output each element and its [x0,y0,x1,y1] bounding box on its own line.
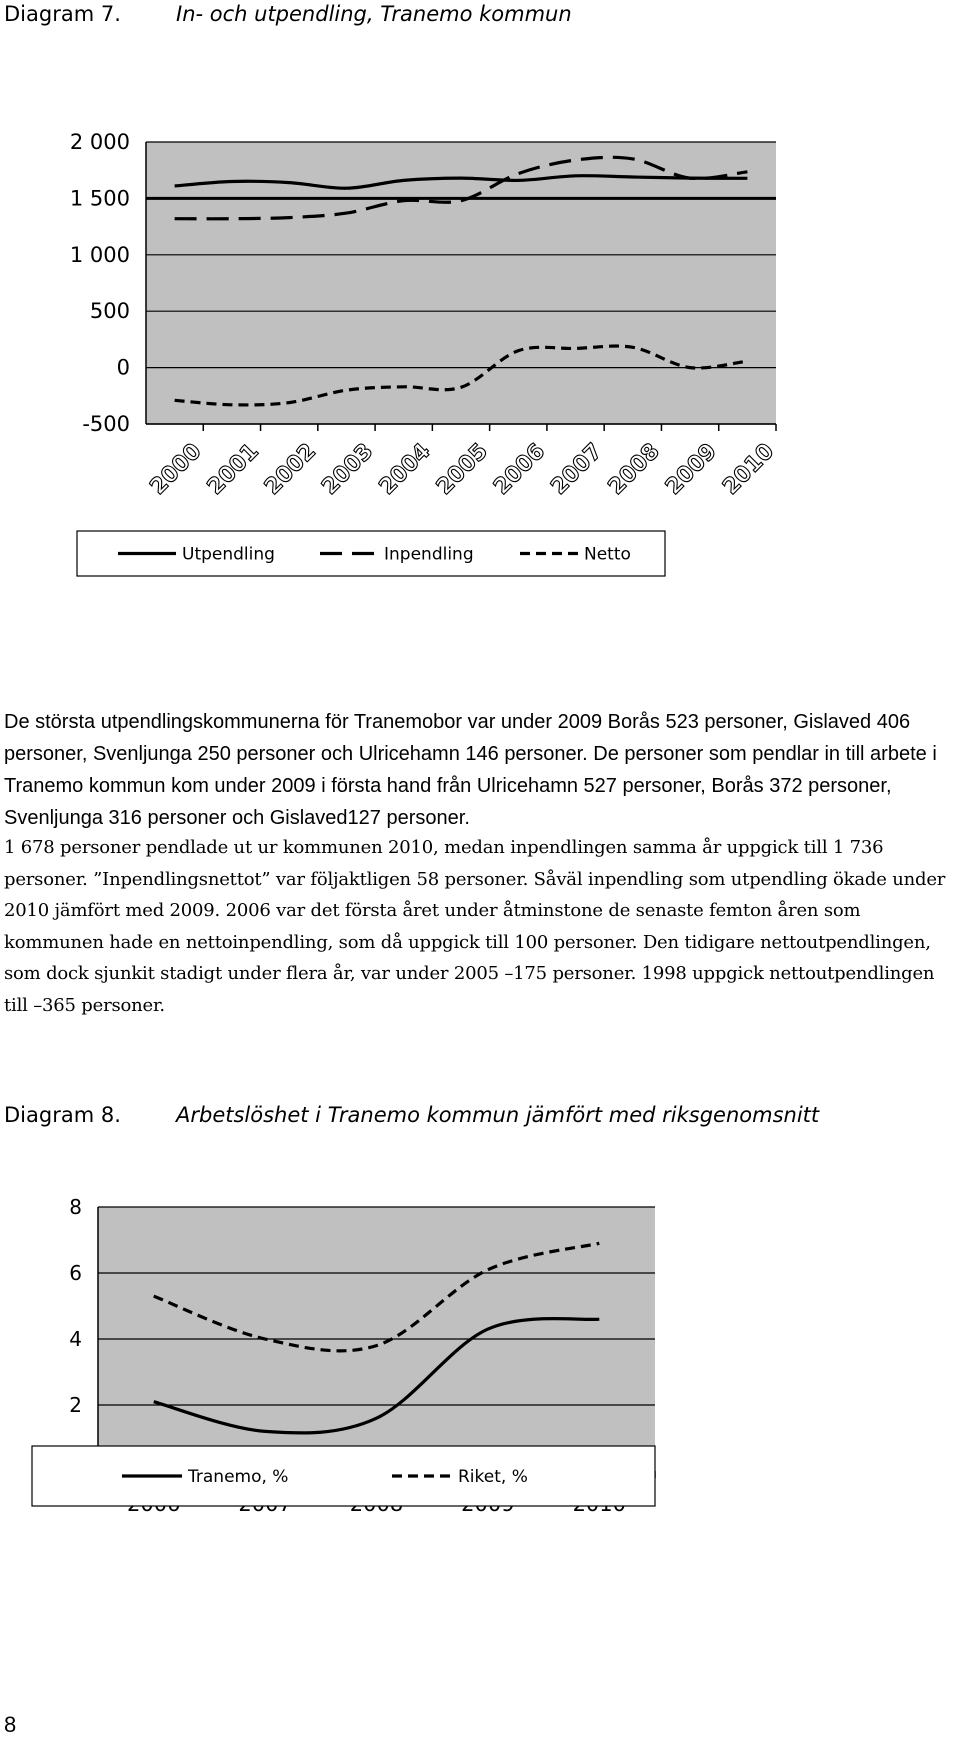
x-tick-label: 2001 [202,438,264,500]
legend-label: Riket, % [458,1467,528,1487]
y-tick-label: 6 [69,1261,82,1285]
diagram-8-title: Arbetslöshet i Tranemo kommun jämfört med riksgenomsnitt [176,1103,820,1127]
legend-label: Utpendling [182,544,275,565]
x-tick-label: 2008 [603,438,665,500]
y-tick-label: 2 [69,1393,82,1417]
x-tick-label: 2003 [317,438,379,500]
x-tick-label: 2002 [260,438,322,500]
y-tick-label: 500 [89,299,130,324]
x-tick-label: 2007 [546,438,608,500]
plot-area [146,142,776,424]
x-tick-label: 2010 [718,438,780,500]
x-tick-label: 2006 [489,438,551,500]
y-tick-label: 2 000 [69,130,130,154]
legend-label: Inpendling [384,544,474,565]
y-tick-label: 8 [69,1195,82,1219]
paragraph-2-text: 1 678 personer pendlade ut ur kommunen 2010, medan inpendlingen samma år uppgick till 1 736 personer. ”Inpendlingsnettot” var följaktligen 58 personer. Såväl inpendling som utpendling ökade under 2010 jämfört med 2009. 2006 var det första året under åtminstone de senaste femton åren som kommunen hade en nettoinpendling, som då uppgick till 100 personer. Den tidigare nettoutpendlingen, som dock sjunkit stadigt under flera år, var under 2005 –175 personer. 1998 uppgick nettoutpendlingen till –365 personer. [4,837,946,1016]
paragraph-commuting-municipalities [4,706,954,834]
x-tick-label: 2009 [661,438,722,500]
x-tick-label: 2004 [374,438,436,500]
y-tick-label: 0 [116,355,130,380]
paragraph-1-text: De största utpendlingskommunerna för Tranemobor var under 2009 Borås 523 personer, Gislaved 406 personer, Svenljunga 250 personer och Ulricehamn 146 personer. De personer som pendlar in till arbete i Tranemo kommun kom under 2009 i första hand från Ulricehamn 527 personer, Borås 372 personer, Svenljunga 316 personer och Gislaved127 personer. [4,711,937,829]
y-tick-label: 1 000 [69,242,130,267]
legend-label: Tranemo, % [188,1467,289,1487]
x-tick-label: 2005 [431,438,493,500]
legend-label: Netto [584,544,631,565]
commuting-chart [0,100,960,750]
diagram-8-label: Diagram 8. [4,1103,121,1127]
diagram-7-title: In- och utpendling, Tranemo kommun [176,2,572,26]
y-tick-label: 1 500 [69,186,130,211]
page-number: 8 [4,1712,17,1737]
unemployment-chart [0,1160,960,1700]
y-tick-label: 4 [69,1327,82,1351]
diagram-7-label: Diagram 7. [4,2,121,26]
y-tick-label: -500 [82,412,130,436]
x-tick-label: 2000 [145,438,207,500]
paragraph-commuting-net [4,832,954,1021]
